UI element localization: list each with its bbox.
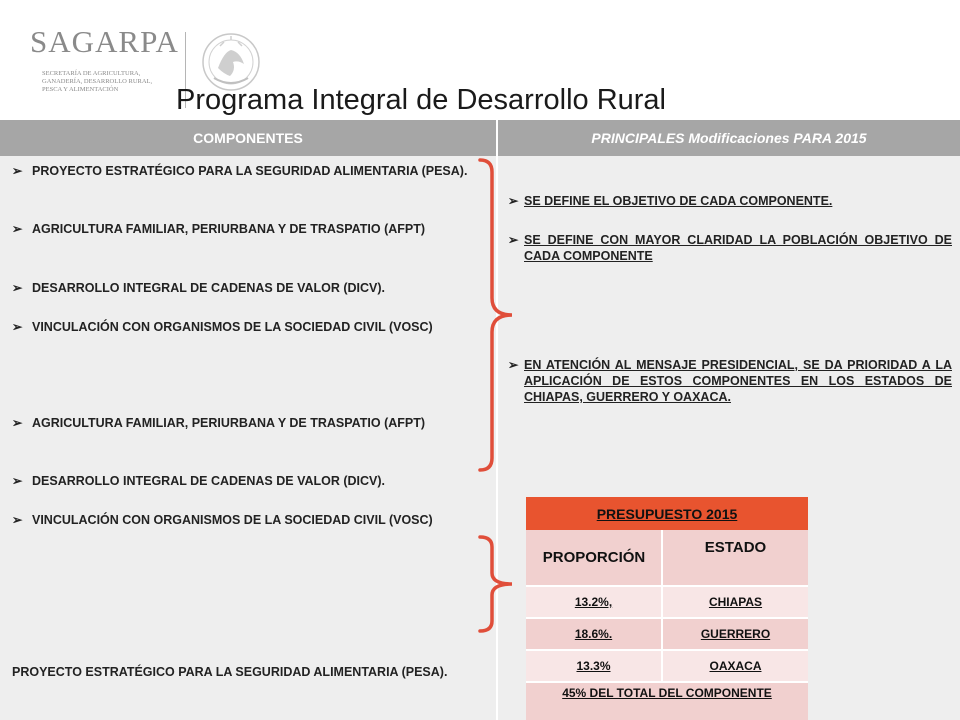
logo-subtitle-line: GANADERÍA, DESARROLLO RURAL, bbox=[42, 78, 153, 85]
component-item-afpt bbox=[12, 220, 492, 238]
component-item-dicv bbox=[12, 472, 492, 490]
brace-icon bbox=[478, 535, 518, 633]
component-label: VINCULACIÓN CON ORGANISMOS DE LA SOCIEDAD CIVIL (VOSC) bbox=[32, 320, 433, 334]
component-label: AGRICULTURA FAMILIAR, PERIURBANA Y DE TRASPATIO (AFPT) bbox=[32, 416, 426, 430]
budget-divider bbox=[526, 649, 808, 651]
component-label: DESARROLLO INTEGRAL DE CADENAS DE VALOR (DICV). bbox=[32, 281, 386, 295]
budget-divider bbox=[661, 530, 663, 683]
bullet-arrow-icon: ➢ bbox=[12, 474, 23, 488]
budget-proportion-cell: 18.6%. bbox=[526, 619, 661, 649]
header-modifications: PRINCIPALES Modificaciones PARA 2015 bbox=[498, 120, 960, 156]
bullet-arrow-icon: ➢ bbox=[508, 358, 519, 372]
bullet-arrow-icon: ➢ bbox=[12, 513, 23, 527]
bullet-arrow-icon: ➢ bbox=[508, 233, 519, 247]
bullet-arrow-icon: ➢ bbox=[12, 281, 23, 295]
budget-total-note: 45% DEL TOTAL DEL COMPONENTE bbox=[556, 685, 778, 720]
logo-subtitle-line: PESCA Y ALIMENTACIÓN bbox=[42, 86, 119, 93]
component-plain-pesa: PROYECTO ESTRATÉGICO PARA LA SEGURIDAD ALIMENTARIA (PESA). bbox=[12, 665, 448, 679]
budget-divider bbox=[526, 617, 808, 619]
logo-subtitle bbox=[42, 70, 157, 94]
budget-col-state: ESTADO bbox=[704, 539, 767, 556]
component-label: DESARROLLO INTEGRAL DE CADENAS DE VALOR (DICV). bbox=[32, 474, 386, 488]
component-label: PROYECTO ESTRATÉGICO PARA LA SEGURIDAD ALIMENTARIA (PESA). bbox=[32, 164, 468, 178]
budget-divider bbox=[526, 585, 808, 587]
budget-proportion-cell: 13.3% bbox=[526, 651, 661, 681]
component-label: VINCULACIÓN CON ORGANISMOS DE LA SOCIEDAD CIVIL (VOSC) bbox=[32, 513, 433, 527]
modification-item bbox=[508, 193, 952, 209]
budget-state-cell: OAXACA bbox=[663, 651, 808, 681]
budget-col-proportion: PROPORCIÓN bbox=[542, 549, 646, 566]
header-components: COMPONENTES bbox=[0, 120, 496, 156]
budget-state-cell: CHIAPAS bbox=[663, 587, 808, 617]
budget-proportion-cell: 13.2%, bbox=[526, 587, 661, 617]
modification-item bbox=[508, 357, 952, 405]
logo-name: SAGARPA bbox=[30, 24, 179, 59]
logo-subtitle-line: SECRETARÍA DE AGRICULTURA, bbox=[42, 70, 141, 77]
component-label: AGRICULTURA FAMILIAR, PERIURBANA Y DE TRASPATIO (AFPT) bbox=[32, 222, 426, 236]
component-item-dicv bbox=[12, 279, 492, 297]
bullet-arrow-icon: ➢ bbox=[12, 416, 23, 430]
modification-item bbox=[508, 232, 952, 264]
modification-label: EN ATENCIÓN AL MENSAJE PRESIDENCIAL, SE DA PRIORIDAD A LA APLICACIÓN DE ESTOS COMPONENTES EN LOS ESTADOS DE CHIAPAS, GUERRERO Y OAXACA. bbox=[524, 358, 952, 404]
modification-label: SE DEFINE EL OBJETIVO DE CADA COMPONENTE. bbox=[524, 194, 833, 208]
component-item-vosc bbox=[12, 511, 492, 529]
component-item-afpt bbox=[12, 414, 492, 432]
bullet-arrow-icon: ➢ bbox=[12, 222, 23, 236]
component-item-pesa bbox=[12, 162, 492, 180]
bullet-arrow-icon: ➢ bbox=[12, 164, 23, 178]
budget-title: PRESUPUESTO 2015 bbox=[526, 497, 808, 530]
component-item-vosc bbox=[12, 318, 492, 336]
budget-divider bbox=[526, 681, 808, 683]
budget-table bbox=[526, 497, 808, 720]
page-title: Programa Integral de Desarrollo Rural bbox=[176, 84, 666, 116]
components-column bbox=[0, 156, 496, 720]
budget-state-cell: GUERRERO bbox=[663, 619, 808, 649]
bullet-arrow-icon: ➢ bbox=[12, 320, 23, 334]
bullet-arrow-icon: ➢ bbox=[508, 194, 519, 208]
modification-label: SE DEFINE CON MAYOR CLARIDAD LA POBLACIÓN OBJETIVO DE CADA COMPONENTE bbox=[524, 233, 952, 263]
